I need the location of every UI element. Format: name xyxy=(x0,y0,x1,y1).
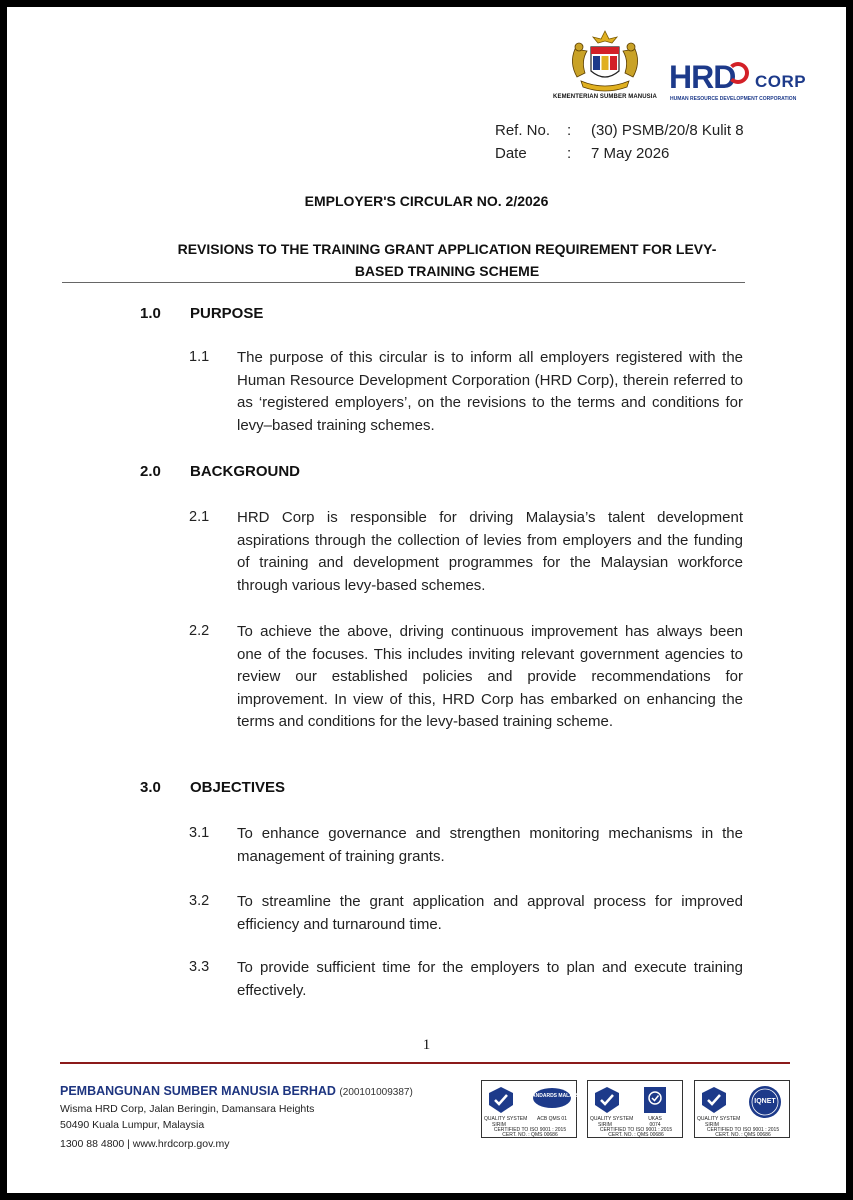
section-title: OBJECTIVES xyxy=(190,779,286,796)
ukas-crown-tick-icon xyxy=(642,1085,668,1115)
sirim-quality-icon xyxy=(699,1085,729,1115)
hrd-logo-corp: CORP xyxy=(755,72,807,91)
cert-line-2: CERT. NO. : QMS 00686 xyxy=(715,1132,771,1138)
paragraph-number: 2.1 xyxy=(189,509,210,525)
paragraph-number: 3.1 xyxy=(189,825,210,841)
document-page xyxy=(7,7,846,1193)
ministry-caption: KEMENTERIAN SUMBER MANUSIA xyxy=(553,94,657,100)
date-separator: : xyxy=(567,145,572,162)
hrd-corp-logo xyxy=(669,59,809,97)
hrd-tagline: HUMAN RESOURCE DEVELOPMENT CORPORATION xyxy=(670,96,797,102)
sirim-quality-icon xyxy=(592,1085,622,1115)
footer-address-line-1: Wisma HRD Corp, Jalan Beringin, Damansara Heights xyxy=(60,1103,315,1115)
paragraph-text: To provide sufficient time for the employers to plan and execute training effectively. xyxy=(237,959,743,999)
cert-line-2: CERT. NO. : QMS 00686 xyxy=(502,1132,558,1138)
certification-badge xyxy=(481,1080,585,1138)
cert-line-1: CERTIFIED TO ISO 9001 : 2015 xyxy=(493,1127,567,1133)
paragraph-text: To streamline the grant application and approval process for improved efficiency and turnaround time. xyxy=(237,893,743,933)
cert-mark: SIRIM xyxy=(705,1122,719,1128)
circular-title: EMPLOYER'S CIRCULAR NO. 2/2026 xyxy=(304,193,549,209)
section-number: 2.0 xyxy=(140,463,161,480)
cert-code: 0074 xyxy=(649,1122,661,1128)
malaysia-coat-of-arms-icon xyxy=(555,27,655,95)
footer-divider xyxy=(60,1062,790,1064)
cert-line-1: CERTIFIED TO ISO 9001 : 2015 xyxy=(599,1127,673,1133)
cert-line-1: CERTIFIED TO ISO 9001 : 2015 xyxy=(706,1127,780,1133)
footer-address-line-2: 50490 Kuala Lumpur, Malaysia xyxy=(60,1119,205,1131)
paragraph-text: To enhance governance and strengthen monitoring mechanisms in the management of training grants. xyxy=(237,825,743,865)
cert-line-2: CERT. NO. : QMS 00686 xyxy=(608,1132,664,1138)
ref-separator: : xyxy=(567,122,572,139)
title-divider xyxy=(62,282,745,283)
footer-org-reg: (200101009387) xyxy=(339,1087,413,1098)
hrd-logo-text: HRD xyxy=(669,59,736,95)
ref-value: (30) PSMB/20/8 Kulit 8 xyxy=(591,122,744,139)
cert-badge-label: QUALITY SYSTEM xyxy=(697,1116,741,1122)
section-title: PURPOSE xyxy=(190,305,264,322)
footer-contact: 1300 88 4800 | www.hrdcorp.gov.my xyxy=(60,1138,230,1150)
cert-mark: SIRIM xyxy=(492,1122,506,1128)
paragraph-number: 1.1 xyxy=(189,349,210,365)
paragraph-text: The purpose of this circular is to inform all employers registered with the Human Resource Development Corporation (HRD Corp), therein referred to as ‘registered employers’, on the revisions to the terms and conditions for levy–based training schemes. xyxy=(237,349,743,434)
certification-badge xyxy=(694,1080,790,1138)
hrd-logo-swoosh-icon xyxy=(727,62,749,84)
section-number: 1.0 xyxy=(140,305,161,322)
cert-badge-label: QUALITY SYSTEM xyxy=(590,1116,634,1122)
paragraph-number: 2.2 xyxy=(189,623,210,639)
section-number: 3.0 xyxy=(140,779,161,796)
section-title: BACKGROUND xyxy=(190,463,300,480)
cert-partner: STANDARDS MALAYSIA xyxy=(526,1093,585,1099)
date-label: Date xyxy=(495,145,527,162)
sirim-quality-icon xyxy=(486,1085,516,1115)
footer-org-name xyxy=(60,1084,413,1098)
ref-label: Ref. No. xyxy=(495,122,551,139)
subject-line-2: BASED TRAINING SCHEME xyxy=(354,263,540,279)
paragraph-number: 3.2 xyxy=(189,893,210,909)
certification-badge xyxy=(587,1080,683,1138)
footer-org-name-text: PEMBANGUNAN SUMBER MANUSIA BERHAD xyxy=(60,1084,336,1098)
subject-line-1: REVISIONS TO THE TRAINING GRANT APPLICATION REQUIREMENT FOR LEVY- xyxy=(177,241,717,257)
subject-title xyxy=(147,238,747,282)
paragraph-number: 3.3 xyxy=(189,959,210,975)
paragraph-text: To achieve the above, driving continuous improvement has always been one of the focuses. This includes inviting relevant government agencies to review our established policies and provide recommendations for improvement. In view of this, HRD Corp has embarked on enhancing the terms and conditions for the levy-based training scheme. xyxy=(237,623,743,730)
cert-badge-label: QUALITY SYSTEM xyxy=(484,1116,528,1122)
paragraph-text: HRD Corp is responsible for driving Malaysia’s talent development aspirations through the collection of levies from employers and the funding of training and development programmes for the Malaysian workforce through various levy-based schemes. xyxy=(237,509,743,594)
cert-partner: UKAS xyxy=(648,1116,662,1122)
cert-partner: IQNET xyxy=(754,1098,776,1105)
cert-code: ACB QMS 01 xyxy=(536,1116,567,1122)
page-number: 1 xyxy=(422,1037,431,1053)
date-value: 7 May 2026 xyxy=(591,145,670,162)
cert-mark: SIRIM xyxy=(598,1122,612,1128)
